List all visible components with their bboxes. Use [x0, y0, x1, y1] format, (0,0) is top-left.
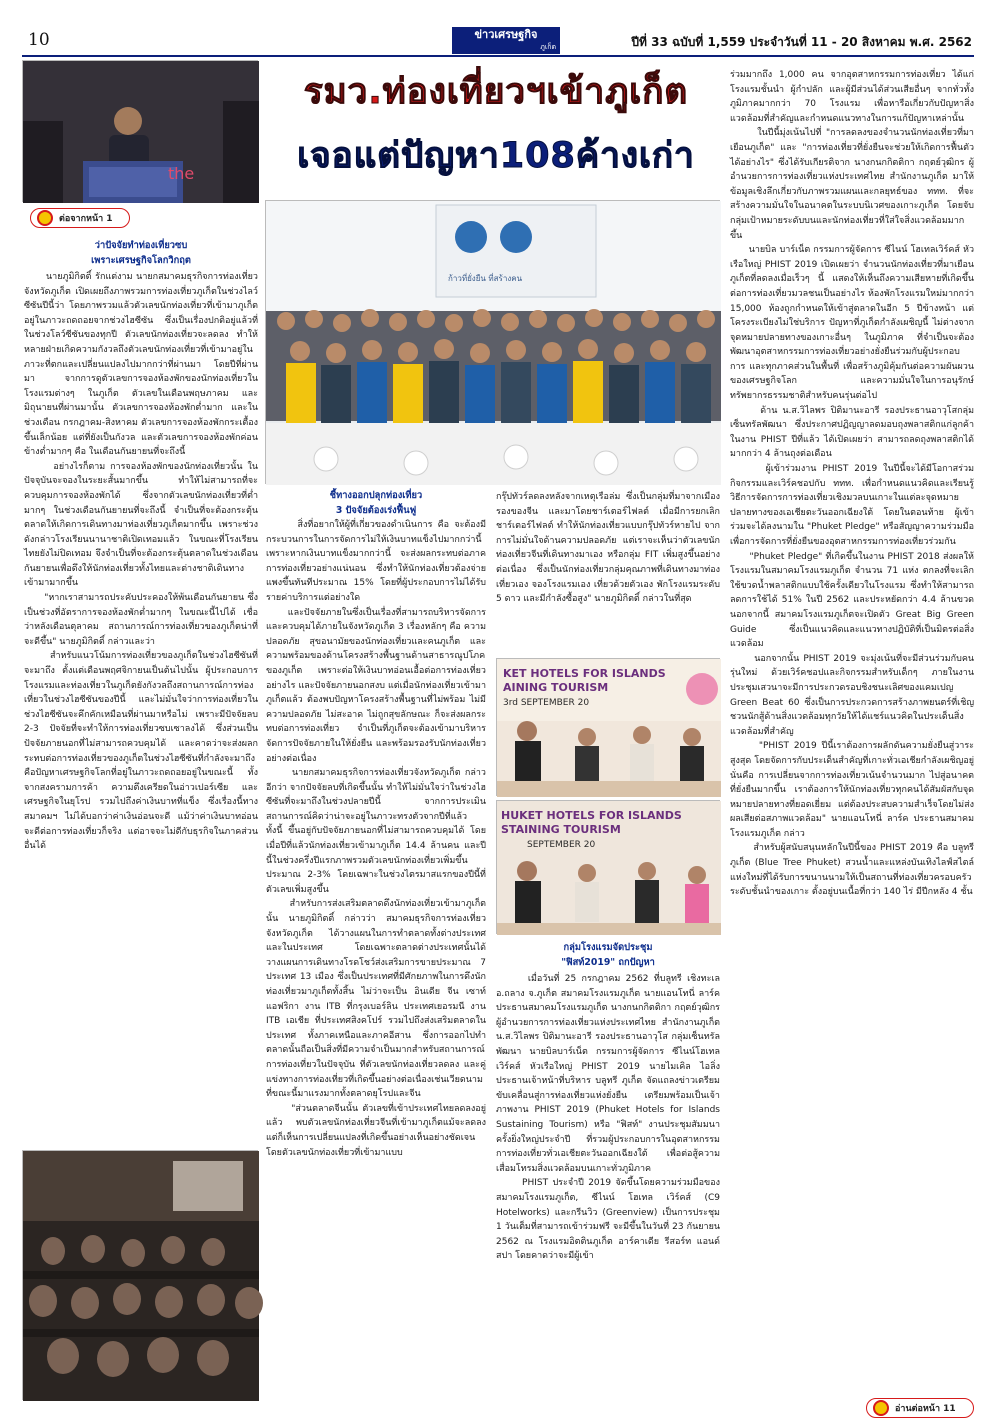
continued-from-label: ต่อจากหน้า 1: [59, 214, 113, 224]
issue-info: ปีที่ 33 ฉบับที่ 1,559 ประจำวันที่ 11 - 20 สิงหาคม พ.ศ. 2562: [631, 35, 972, 49]
headline-line-1: รมว.ท่องเที่ยวฯเข้าภูเก็ต: [303, 72, 689, 112]
col4-body: ร่วมมากถึง 1,000 คน จากอุตสาหกรรมการท่องเที่ยว ได้แก่ โรงแรมชั้นนำ ผู้กำปลัก และผู้มีส่วนได้ส่วนเสียอื่นๆ จากทั่วทั้งภูมิภาคมากกว่า 70 โรงแรม เพื่อหารือเกี่ยวกับปัญหาสิ่งแวดล้อมที่สำคัญและกำหนดแนวทางในการแก้ปัญหาเหล่านั้น ในปีนี้มุ่งเน้นไปที่ "การลดลงของจำนวนนักท่องเที่ยวที่มาเยือนภูเก็ต" และ "การท่องเที่ยวที่ยั่งยืนจะช่วยให้เกิดการฟื้นตัวได้อย่างไร" ซึ่งได้รับเกียรติจาก นางกนกกิตติกา กฤตย์วุฒิกร ผู้อำนวยการการท่องเที่ยวแห่งประเทศไทย สำนักงานภูเก็ต มาให้ข้อมูลเชิงลึกเกี่ยวกับภาพรวมแผนและกลยุทธ์ของ ททท. ที่จะสร้างความมั่นใจในอนาคตในระบบนิเวศของเกาะภูเก็ต โดยจับกลุ่มเป้าหมายระดับบนและนักท่องเที่ยวที่ใส่ใจสิ่งแวดล้อมมากขึ้น นายบิล บาร์เน็ต กรรมการผู้จัดการ ซีไนน์ โฮเทลเวิร์คส์ หัวเรือใหญ่ PHIST 2019 เปิดเผยว่า จำนวนนักท่องเที่ยวที่มาเยือนภูเก็ตที่ลดลงเมื่อเร็วๆ นี้ แสดงให้เห็นถึงความเสียหายที่เกิดขึ้นต่อการท่องเที่ยวมวลชนเป็นอย่างไร ห้องพักโรงแรมใหม่มากกว่า 15,000 ห้องถูกกำหนดให้เข้าสู่ตลาดในอีก 5 ปีข้างหน้า แต่โครงระเบียงไม่ใช่บริการ ปัญหาที่ภูเก็ตกำลังเผชิญนี้ ไม่ต่างจากจุดหมายปลายทางของเกาะอื่นๆ ในภูมิภาค ที่จำเป็นจะต้องพัฒนาอุตสาหกรรมการท่องเที่ยวอย่างยั่งยืนร่วมกับผู้ประกอบการ และทุกภาคส่วนในพื้นที่ เพื่อสร้างภูมิคุ้มกันต่อความผันผวนของเศรษฐกิจโลก และความมั่นใจในการอนุรักษ์ทรัพยากรธรรมชาติสำหรับคนรุ่นต่อไป ด้าน น.ส.วิไลพร ปิติมานะอารี รองประธานอาวุโสกลุ่มเซ็นทรัลพัฒนา ซึ่งประกาศปฏิญญาลดมอบถุงพลาสติกแก่ลูกค้า ในงาน PHIST ปีที่แล้ว ได้เปิดเผยว่า สามารถลดถุงพลาสติกได้มากกว่า 4 ล้านถุงต่อเดือน ผู้เข้าร่วมงาน PHIST 2019 ในปีนี้จะได้มีโอกาสร่วมกิจกรรมและเวิร์คชอปกับ ททท. เพื่อกำหนดแนวคิดและเรียนรู้วิธีการจัดการการท่องเที่ยวเชิงมวลบนเกาะในแต่ละจุดหมายปลายทางของเอเชียตะวันออกเฉียงใต้ โดยในตอนท้าย ผู้เข้าร่วมจะได้ลงนามใน "Phuket Pledge" หรือสัญญาความร่วมมือเพื่อการจัดการที่ยั่งยืนของอุตสาหกรรมการท่องเที่ยวร่วมกัน "Phuket Pledge" ที่เกิดขึ้นในงาน PHIST 2018 ส่งผลให้โรงแรมในสมาคมโรงแรมภูเก็ต จำนวน 71 แห่ง ตกลงที่จะเลิกใช้ขวดน้ำพลาสติกแบบใช้ครั้งเดียวในโรงแรม ซึ่งทำให้สามารถลดการใช้ได้ 51% ในปี 2562 และประหยัดกว่า 4.4 ล้านขวด นอกจากนี้ สมาคมโรงแรมภูเก็ตจะเปิดตัว Great Big Green Guide ซึ่งเป็นแนวคิดและแนวทางปฏิบัติที่เป็นมิตรต่อสิ่งแวดล้อม นอกจากนั้น PHIST 2019 จะมุ่งเน้นที่จะมีส่วนร่วมกับคนรุ่นใหม่ ด้วยเวิร์คชอปและกิจกรรมสำหรับเด็กๆ ภายในงานประชุมเสวนาจะมีการประกวดรอบชิงชนะเลิศของแคมเปญ Green Beat 60 ซึ่งเป็นการประกวดการสร้างภาพยนตร์ที่เชิญชวนนักสู้ด้านสิ่งแวดล้อมทุกวัยให้ได้แชร์แนวคิดในประเด็นสิ่งแวดล้อมที่สำคัญ "PHIST 2019 ปีนี้เราต้องการผลักดันความยั่งยืนสู่วาระสูงสุด โดยจัดการกับประเด็นสำคัญที่เกาะทั่วเอเชียกำลังเผชิญอยู่ นั่นคือ การเปลี่ยนจากการท่องเที่ยวเน้นจำนวนมาก ไปสู่อนาคตที่ยั่งยืนมากขึ้น เราต้องการให้นักท่องเที่ยวทุกคนได้สัมผัสกับจุดหมายปลายทางที่ยอดเยี่ยม แต่ต้องประสบความสำเร็จโดยไม่ส่งผลเสียต่อสภาพแวดล้อม" นายแอนโทนี่ ลาร์ค ประธานสมาคมโรงแรมภูเก็ต กล่าว สำหรับผู้สนับสนุนหลักในปีนี้ของ PHIST 2019 คือ บลูทรี ภูเก็ต (Blue Tree Phuket) สวนน้ำและแหล่งบันเทิงไลฟ์สไตล์แห่งใหม่ที่ได้รับการขนานนามให้เป็นสถานที่ท่องเที่ยวครอบครัวระดับชั้นนำของเกาะ ตั้งอยู่บนเนื้อที่กว่า 140 ไร่ มีปีกหลัง 4 ชั้น: [730, 70, 975, 898]
seminar-photo: [22, 1150, 258, 1400]
speaker-banner-fragment: the: [168, 164, 195, 183]
col3-body: เมื่อวันที่ 25 กรกฎาคม 2562 ที่บลูทรี เชิงทะเล อ.ถลาง จ.ภูเก็ต สมาคมโรงแรมภูเก็ต นายแอนโทนี่ ลาร์ค ประธานสมาคมโรงแรมภูเก็ต นางกนกกิตติกา กฤตย์วุฒิกร ผู้อำนวยการการท่องเที่ยวแห่งประเทศไทย สำนักงานภูเก็ต น.ส.วิไลพร ปิติมานะอารี รองประธานอาวุโส กลุ่มเซ็นทรัลพัฒนา นายบิลบาร์เน็ต กรรมการผู้จัดการ ซีไนน์โฮเทลเวิร์คส์ หัวเรือใหญ่ PHIST 2019 นายไมเคิล ไอลิ่ง ประธานเจ้าหน้าที่บริหาร บลูทรี ภูเก็ต จัดแถลงข่าวเตรียมขับเคลื่อนสู่การท่องเที่ยวแห่งยั่งยืน เตรียมพร้อมเป็นเจ้าภาพงาน PHIST 2019 (Phuket Hotels for Islands Sustaining Tourism) หรือ "ฟิสท์" งานประชุมสัมมนาครั้งยิ่งใหญ่ประจำปี ที่รวมผู้ประกอบการในอุตสาหกรรมการท่องเที่ยวทั่วเอเชียตะวันออกเฉียงใต้ เพื่อต่อสู้ความเสื่อมโทรมสิ่งแวดล้อมบนเกาะทั่วภูมิภาค PHIST ประจำปี 2019 จัดขึ้นโดยความร่วมมือของสมาคมโรงแรมภูเก็ต, ซีไนน์ โฮเทล เวิร์คส์ (C9 Hotelworks) และกรีนวิว (Greenview) เป็นการประชุม 1 วันเต็มที่สามารถเข้าร่วมฟรี จะมีขึ้นในวันที่ 23 กันยายน 2562 ณ โรงแรมอิตตินภูเก็ต อาร์คาเดีย รีสอร์ท แอนด์ สปา โดยคาดว่าจะมีผู้เข้า: [496, 974, 721, 1262]
headline-line-2: เจอแต่ปัญหา108ค้างเก่า: [297, 136, 695, 176]
panel2-banner-line1: HUKET HOTELS FOR ISLANDS: [501, 809, 682, 822]
panel-photo-1: [496, 658, 720, 796]
continued-to-label: อ่านต่อหน้า 11: [895, 1404, 956, 1414]
continued-to-badge: [866, 1398, 974, 1418]
panel1-banner-line2: AINING TOURISM: [503, 681, 609, 694]
speaker-photo: [22, 60, 258, 202]
masthead-logo-text: ข่าวเศรษฐกิจ: [474, 28, 538, 41]
panel1-banner-line1: KET HOTELS FOR ISLANDS: [503, 667, 666, 680]
sun-icon: [37, 210, 53, 226]
sun-icon: [873, 1400, 889, 1416]
col2-body: สิ่งที่อยากให้ผู้ที่เกี่ยวของดำเนินการ คือ จะต้องมีกระบวนการในการจัดการไม่ให้เงินบาทแข็งไปมากกว่านี้ เพราะหากเงินบาทแข็งมากกว่านี้ จะส่งผลกระทบต่อภาคการท่องเที่ยวอย่างแน่นอน ซึ่งทำให้นักท่องเที่ยวต้องจ่ายแพงขึ้นทันทีประมาณ 15% โดยที่ผู้ประกอบการไม่ได้รับรายค่าบริการแต่อย่างใด และปัจจัยภายในซึ่งเป็นเรื่องที่สามารถบริหารจัดการและควบคุมได้ภายในจังหวัดภูเก็ต 3 เรื่องหลักๆ คือ ความปลอดภัย สุขอนามัยของนักท่องเที่ยวและคนภูเก็ต และความพร้อมของด้านโครงสร้างพื้นฐานด้านสาธารณูปโภคของภูเก็ต เพราะต่อให้เงินบาทอ่อนเอื้อต่อการท่องเที่ยวอย่างไร และปัจจัยภายนอกสงบ แต่เมื่อนักท่องเที่ยวเข้ามาภูเก็ตแล้ว ต้องพบปัญหาโครงสร้างพื้นฐานที่ไม่พร้อม ไม่มีความปลอดภัย ไม่สะอาด ไม่ถูกสุขลักษณะ ก็จะส่งผลกระทบต่อการท่องเที่ยว จำเป็นที่ภูเก็ตจะต้องเข้ามาบริหารจัดการปัจจัยภายในให้ยั่งยืน และพร้อมรองรับนักท่องเที่ยวอย่างต่อเนื่อง นายกสมาคมธุรกิจการท่องเที่ยวจังหวัดภูเก็ต กล่าวอีกว่า จากปัจจัยลบที่เกิดขึ้นนั้น ทำให้ไม่มั่นใจว่าในช่วงไฮซีซันที่จะมาถึงในช่วงปลายปีนี้ จากการประเมินสถานการณ์คิดว่าน่าจะอยู่ในภาวะทรงตัวจากปีที่แล้ว ทั้งนี้ ขึ้นอยู่กับปัจจัยภายนอกที่ไม่สามารถควบคุมได้ โดยเมื่อปีที่แล้วนักท่องเที่ยวเข้ามาภูเก็ต 14.4 ล้านคน และปีนี้ในช่วงครึ่งปีแรกภาพรวมตัวเลขนักท่องเที่ยวเพิ่มขึ้นประมาณ 2-3% โดยเฉพาะในช่วงไตรมาสแรกของปีนี้ที่ตัวเลขเพิ่มสูงขึ้น สำหรับการส่งเสริมตลาดดึงนักท่องเที่ยวเข้ามาภูเก็ตนั้น นายภูมิกิตติ์ กล่าวว่า สมาคมธุรกิจการท่องเที่ยวจังหวัดภูเก็ต ได้วางแผนในการทำตลาดทั้งต่างประเทศ และในประเทศ โดยเฉพาะตลาดต่างประเทศนั้นได้วางแผนการเดินทางโรดโชว์ส่งเสริมการขายประมาณ 7 ประเทศ 13 เมือง ซึ่งเป็นประเทศที่มีศักยภาพในการดึงนักท่องเที่ยวมาภูเก็ตทั้งสิ้น ไม่ว่าจะเป็น อินเดีย จีน เซาท์แอฟริกา งาน ITB ที่กรุงเบอร์ลิน ประเทศเยอรมนี งาน ITB เอเชีย ที่ประเทศสิงคโปร์ รวมไปถึงส่งเสริมตลาดในประเทศ ทั้งภาคเหนือและภาคอีสาน ซึ่งการออกไปทำตลาดนั้นถือเป็นสิ่งที่มีความจำเป็นมากสำหรับสถานการณ์การท่องเที่ยวในปัจจุบัน ที่ตัวเลขนักท่องเที่ยวลดลง และคู่แข่งทางการท่องเที่ยวที่เกิดขึ้นอย่างต่อเนื่องเช่นเวียดนามที่ขณะนี้มาแรงมากทั้งตลาดยุโรปและจีน "ส่วนตลาดจีนนั้น ตัวเลขที่เข้าประเทศไทยลดลงอยู่แล้ว พบตัวเลขนักท่องเที่ยวจีนที่เข้ามาภูเก็ตแม้จะลดลง แต่ก็เห็นการเปลี่ยนแปลงที่เกิดขึ้นอย่างเห็นอย่างชัดเจน โดยตัวเลขนักท่องเที่ยวที่เข้ามาแบบ: [266, 520, 486, 1158]
masthead-logo-sub: ภูเก็ต: [540, 43, 556, 51]
header-rule: [22, 55, 974, 57]
page-number: 10: [28, 30, 50, 50]
group-banner-text: ก้าวที่ยั่งยืน ที่สร้างคน: [448, 274, 523, 283]
panel2-banner-line3: SEPTEMBER 20: [527, 840, 596, 850]
col3-body-top: กรุ๊ปทัวร์ลดลงหลังจากเหตุเรือล่ม ซึ่งเป็นกลุ่มที่มาจากเมืองรองของจีน และมาโดยชาร์เตอร์ไฟลต์ เมื่อมีการยกเลิกชาร์เตอร์ไฟลต์ ทำให้นักท่องเที่ยวแบบกรุ๊ปทัวร์หายไป จากการไม่มั่นใจด้านความปลอดภัย แต่เราจะเห็นว่าตัวเลขนักท่องเที่ยวจีนที่เดินทางมาเอง หรือกลุ่ม FIT เพิ่มสูงขึ้นอย่างต่อเนื่อง ซึ่งเป็นนักท่องเที่ยวกลุ่มคุณภาพที่เดินทางมาท่องเที่ยวเอง จองโรงแรมเอง เที่ยวด้วยตัวเอง พักโรงแรมระดับ 5 ดาว และมีกำลังซื้อสูง" นายภูมิกิตติ์ กล่าวในที่สุด: [496, 492, 723, 605]
panel-photo-2: [496, 800, 720, 934]
masthead-logo: [452, 27, 560, 54]
col2-subhead: ชี้ทางออกปลุกท่องเที่ยว 3 ปัจจัยต้องเร่งฟื้นฟู: [329, 490, 423, 516]
col3-subhead: กลุ่มโรงแรมจัดประชุม "ฟิสท์2019" ถกปัญหา: [561, 942, 655, 968]
group-photo: [265, 200, 720, 484]
col1-body: นายภูมิกิตติ์ รักแต่งาม นายกสมาคมธุรกิจการท่องเที่ยวจังหวัดภูเก็ต เปิดเผยถึงภาพรวมการท่องเที่ยวภูเก็ตในช่วงไลว์ซีซันปีนี้ว่า โดยภาพรวมแล้วตัวเลขนักท่องเที่ยวที่เข้ามาภูเก็ตอยู่ในภาวะถดถอยจากช่วงไฮซีซัน ซึ่งเป็นเรื่องปกติอยู่แล้วที่ในช่วงโลว์ซีซันของทุกปี ตัวเลขนักท่องเที่ยวจะลดลง ทำให้หลายฝ่ายเกิดความกังวลถึงตัวเลขนักท่องเที่ยวที่เข้ามาอยู่ในภาวะที่ตกและเปลี่ยนแปลงไปมากกว่าที่ผ่านมา โดยปีที่ผ่านมา จากการดูตัวเลขการจองห้องพักของนักท่องเที่ยวในโรงแรมต่างๆ ในภูเก็ต ตัวเลขในเดือนพฤษภาคม และมิถุนายนที่ผ่านมานั้น ตัวเลขการจองห้องพักต่ำมาก และในช่วงเดือน กรกฎาคม-สิงหาคม ตัวเลขการจองห้องพักกระเตื้องขึ้นเล็กน้อย แต่ที่ยังเป็นกังวล และตัวเลขการจองห้องพักค่อนข้างต่ำมากๆ คือ ในเดือนกันยายนที่จะถึงนี้ อย่างไรก็ตาม การจองห้องพักของนักท่องเที่ยวนั้น ในปัจจุบันจะจองในระยะสั้นมากขึ้น ทำให้ไม่สามารถที่จะควบคุมการจองห้องพักได้ ซึ่งจากตัวเลขนักท่องเที่ยวที่ต่ำมากๆ ในช่วงเดือนกันยายนที่จะถึงนี้ จำเป็นที่จะต้องกระตุ้นตลาดให้เกิดการเดินทางมาท่องเที่ยวภูเก็ตมากขึ้น เพราะช่วงดังกล่าวโรงเรียนนานาชาติเปิดเทอมแล้ว ในขณะที่โรงเรียนไทยยังไม่ปิดเทอม จึงจำเป็นที่จะต้องกระตุ้นตลาดในช่วงเดือนกันยายนเพื่อดึงให้นักท่องเที่ยวทั้งไทยและต่างชาติเดินทางเข้ามามากขึ้น "หากเราสามารถประคับประคองให้พ้นเดือนกันยายน ซึ่งเป็นช่วงที่อัตราการจองห้องพักต่ำมากๆ ในขณะนี้ไปได้ เชื่อว่าหลังเดือนตุลาคม สถานการณ์การท่องเที่ยวของภูเก็ตน่าที่จะดีขึ้น" นายภูมิกิตติ์ กล่าวและว่า สำหรับแนวโน้มการท่องเที่ยวของภูเก็ตในช่วงไฮซีซันที่จะมาถึง ตั้งแต่เดือนพฤศจิกายนเป็นต้นไปนั้น ผู้ประกอบการโรงแรมและท่องเที่ยวในภูเก็ตยังกังวลถึงสถานการณ์การท่องเที่ยวในช่วงไฮซีซันของปีนี้ และไม่มั่นใจว่าการท่องเที่ยวในช่วงไฮซีซันจะคึกคักเหมือนที่ผ่านมาหรือไม่ เพราะมีปัจจัยลบ 2-3 ปัจจัยที่จะทำให้การท่องเที่ยวซบเซาลงได้ ซึ่งส่วนเป็นปัจจัยภายนอกที่ไม่สามารถควบคุมได้ และคาดว่าจะส่งผลกระทบต่อการท่องเที่ยวของภูเก็ตในช่วงไฮซีซันที่กำลังจะมาถึง คือปัญหาเศรษฐกิจโลกที่อยู่ในภาวะถดถอยอยู่ในขณะนี้ ทั้งจากสงครามการค้า ความตึงเครียดในอ่าวเปอร์เซีย และเศรษฐกิจในยุโรป รวมไปถึงค่าเงินบาทที่แข็ง ซึ่งเรื่องนี้ทางสมาคมฯ ไม่ได้บอกว่าค่าเงินอ่อนจะดี แม้ว่าค่าเงินบาทอ่อนจะดีต่อการท่องเที่ยวก็จริง แต่อาจจะไม่ดีกับธุรกิจในภาคส่วนอื่นได้: [24, 272, 259, 852]
panel2-banner-line2: STAINING TOURISM: [501, 823, 621, 836]
col1-subhead: ว่าปัจจัยทำท่องเที่ยวซบ เพราะเศรษฐกิจโลกวิกฤต: [91, 240, 191, 266]
panel1-banner-line3: 3rd SEPTEMBER 20: [503, 698, 590, 708]
continued-from-badge: [30, 208, 130, 228]
